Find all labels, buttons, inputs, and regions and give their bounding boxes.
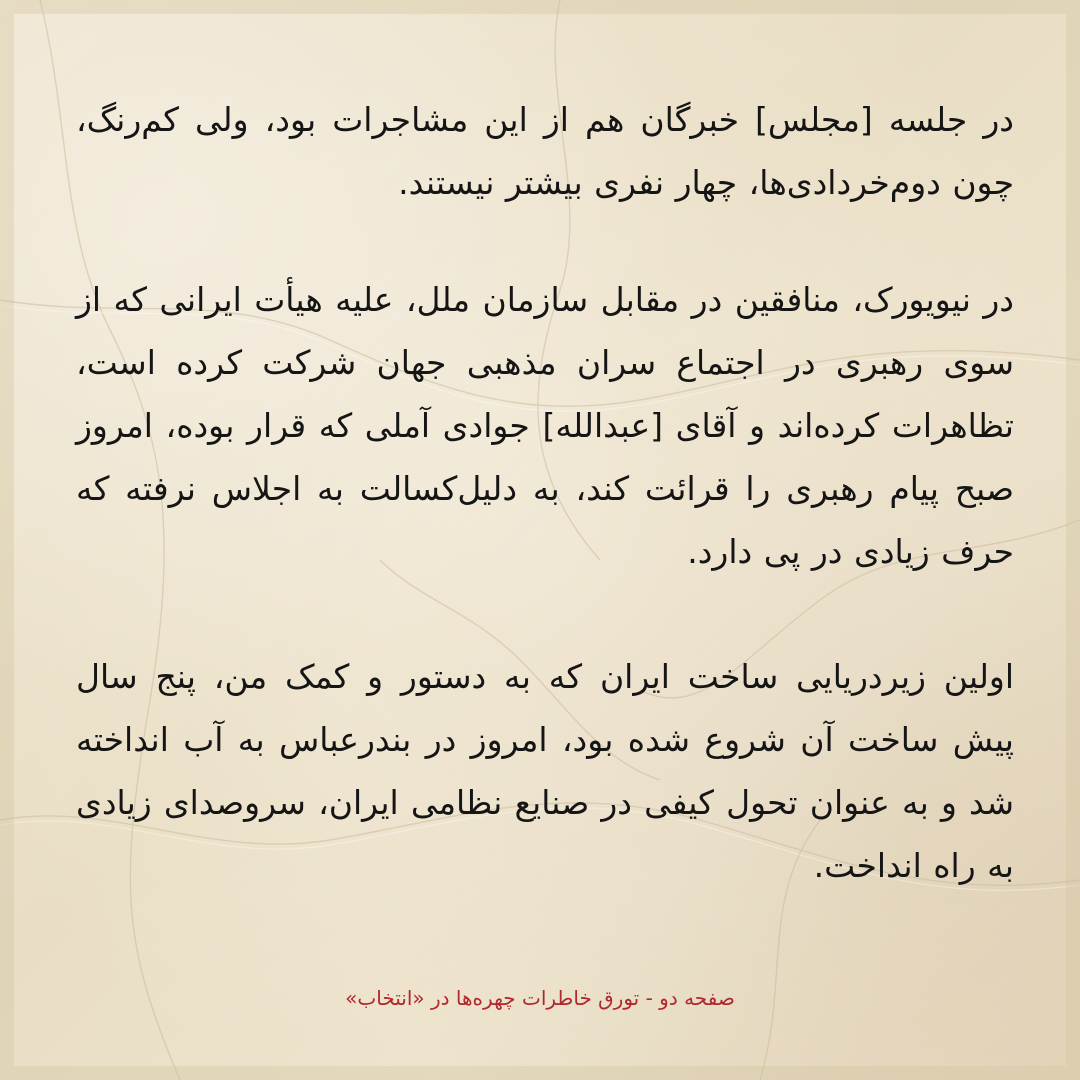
page-caption: صفحه دو - تورق خاطرات چهره‌ها در «انتخاب» bbox=[345, 986, 735, 1010]
paragraph-assembly: در جلسه [مجلس] خبرگان هم از این مشاجرات بود، ولی کم‌رنگ، چون دوم‌خردادی‌ها، چهار نفری بیشتر نیستند. bbox=[76, 100, 1014, 202]
paragraph-new-york: در نیویورک، منافقین در مقابل سازمان ملل، علیه هیأت ایرانی که از سوی رهبری در اجتماع سران مذهبی جهان شرکت کرده است، تظاهرات کرده‌اند و آقای [عبدالله] جوادی آملی که قرار بوده، امروز صبح پیام رهبری را قرائت کند، به دلیل‌کسالت به اجلاس نرفته که حرف زیادی در پی دارد. bbox=[76, 280, 1014, 571]
paragraph-submarine: اولین زیردریایی ساخت ایران که به دستور و کمک من، پنج سال پیش ساخت آن شروع شده بود، امروز در بندرعباس به آب انداخته شد و به عنوان تحول کیفی در صنایع نظامی ایران، سروصدای زیادی به راه انداخت. bbox=[76, 657, 1014, 885]
memoir-text bbox=[76, 88, 1014, 897]
